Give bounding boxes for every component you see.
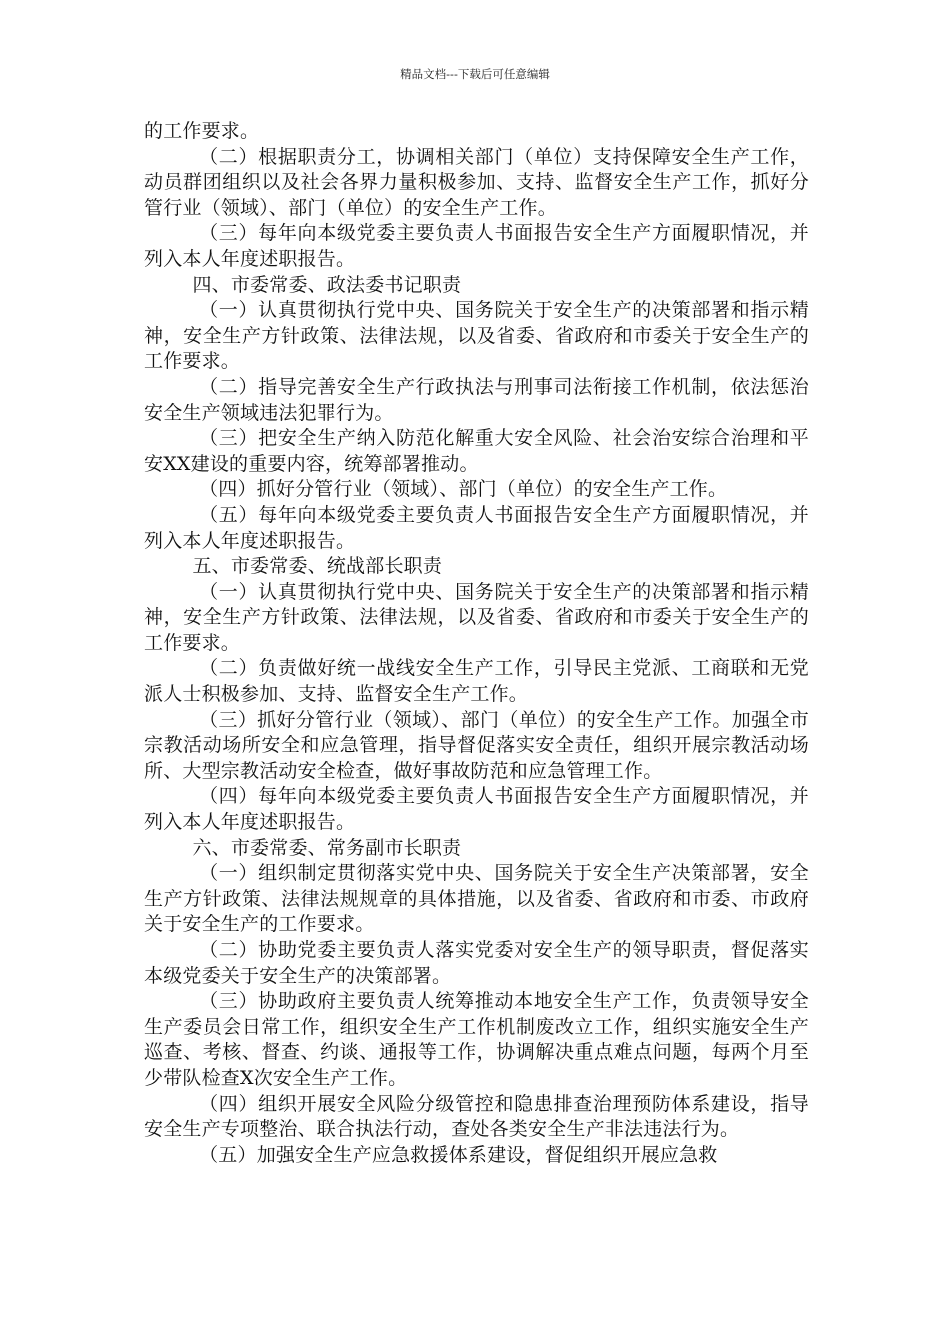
paragraph-item: （五）每年向本级党委主要负责人书面报告安全生产方面履职情况，并列入本人年度述职报告。 bbox=[144, 503, 809, 552]
paragraph-item: （一）认真贯彻执行党中央、国务院关于安全生产的决策部署和指示精神，安全生产方针政策、法律法规，以及省委、省政府和市委关于安全生产的工作要求。 bbox=[144, 299, 809, 373]
paragraph-item: （四）组织开展安全风险分级管控和隐患排查治理预防体系建设，指导安全生产专项整治、联合执法行动，查处各类安全生产非法违法行为。 bbox=[144, 1092, 809, 1141]
paragraph-item: （二）指导完善安全生产行政执法与刑事司法衔接工作机制，依法惩治安全生产领域违法犯罪行为。 bbox=[144, 375, 809, 424]
paragraph-item: （四）抓好分管行业（领域）、部门（单位）的安全生产工作。 bbox=[199, 478, 728, 501]
section-heading: 四、市委常委、政法委书记职责 bbox=[192, 273, 462, 296]
paragraph-item: （五）加强安全生产应急救援体系建设，督促组织开展应急救 bbox=[199, 1143, 718, 1166]
section-heading: 六、市委常委、常务副市长职责 bbox=[192, 836, 462, 859]
paragraph-item: （二）协助党委主要负责人落实党委对安全生产的领导职责，督促落实本级党委关于安全生产的决策部署。 bbox=[144, 939, 809, 987]
section-heading: 五、市委常委、统战部长职责 bbox=[192, 555, 443, 578]
paragraph-item: （二）负责做好统一战线安全生产工作，引导民主党派、工商联和无党派人士积极参加、支持、监督安全生产工作。 bbox=[144, 657, 809, 706]
page-header: 精品文档---下载后可任意编辑 bbox=[400, 67, 550, 81]
paragraph-item: （三）协助政府主要负责人统筹推动本地安全生产工作，负责领导安全生产委员会日常工作，组织安全生产工作机制废改立工作，组织实施安全生产巡查、考核、督查、约谈、通报等工作，协调解决重点难点问题，每两个月至少带队检查X次安全生产工作。 bbox=[144, 990, 809, 1089]
paragraph-item: （四）每年向本级党委主要负责人书面报告安全生产方面履职情况，并列入本人年度述职报告。 bbox=[144, 785, 809, 834]
paragraph-item: （三）抓好分管行业（领域）、部门（单位）的安全生产工作。加强全市宗教活动场所安全和应急管理，指导督促落实安全责任，组织开展宗教活动场所、大型宗教活动安全检查，做好事故防范和应急管理工作。 bbox=[144, 708, 809, 782]
document-body bbox=[144, 119, 809, 1168]
paragraph-item: （三）每年向本级党委主要负责人书面报告安全生产方面履职情况，并列入本人年度述职报告。 bbox=[144, 222, 809, 270]
paragraph-item: （一）组织制定贯彻落实党中央、国务院关于安全生产决策部署，安全生产方针政策、法律法规规章的具体措施，以及省委、省政府和市委、市政府关于安全生产的工作要求。 bbox=[144, 862, 809, 936]
paragraph-continuation: 的工作要求。 bbox=[144, 120, 260, 142]
paragraph-item: （一）认真贯彻执行党中央、国务院关于安全生产的决策部署和指示精神，安全生产方针政策、法律法规，以及省委、省政府和市委关于安全生产的工作要求。 bbox=[144, 580, 809, 654]
paragraph-item: （二）根据职责分工，协调相关部门（单位）支持保障安全生产工作，动员群团组织以及社会各界力量积极参加、支持、监督安全生产工作，抓好分管行业（领域）、部门（单位）的安全生产工作。 bbox=[144, 145, 809, 219]
paragraph-item: （三）把安全生产纳入防范化解重大安全风险、社会治安综合治理和平安XX建设的重要内容，统筹部署推动。 bbox=[144, 427, 809, 475]
